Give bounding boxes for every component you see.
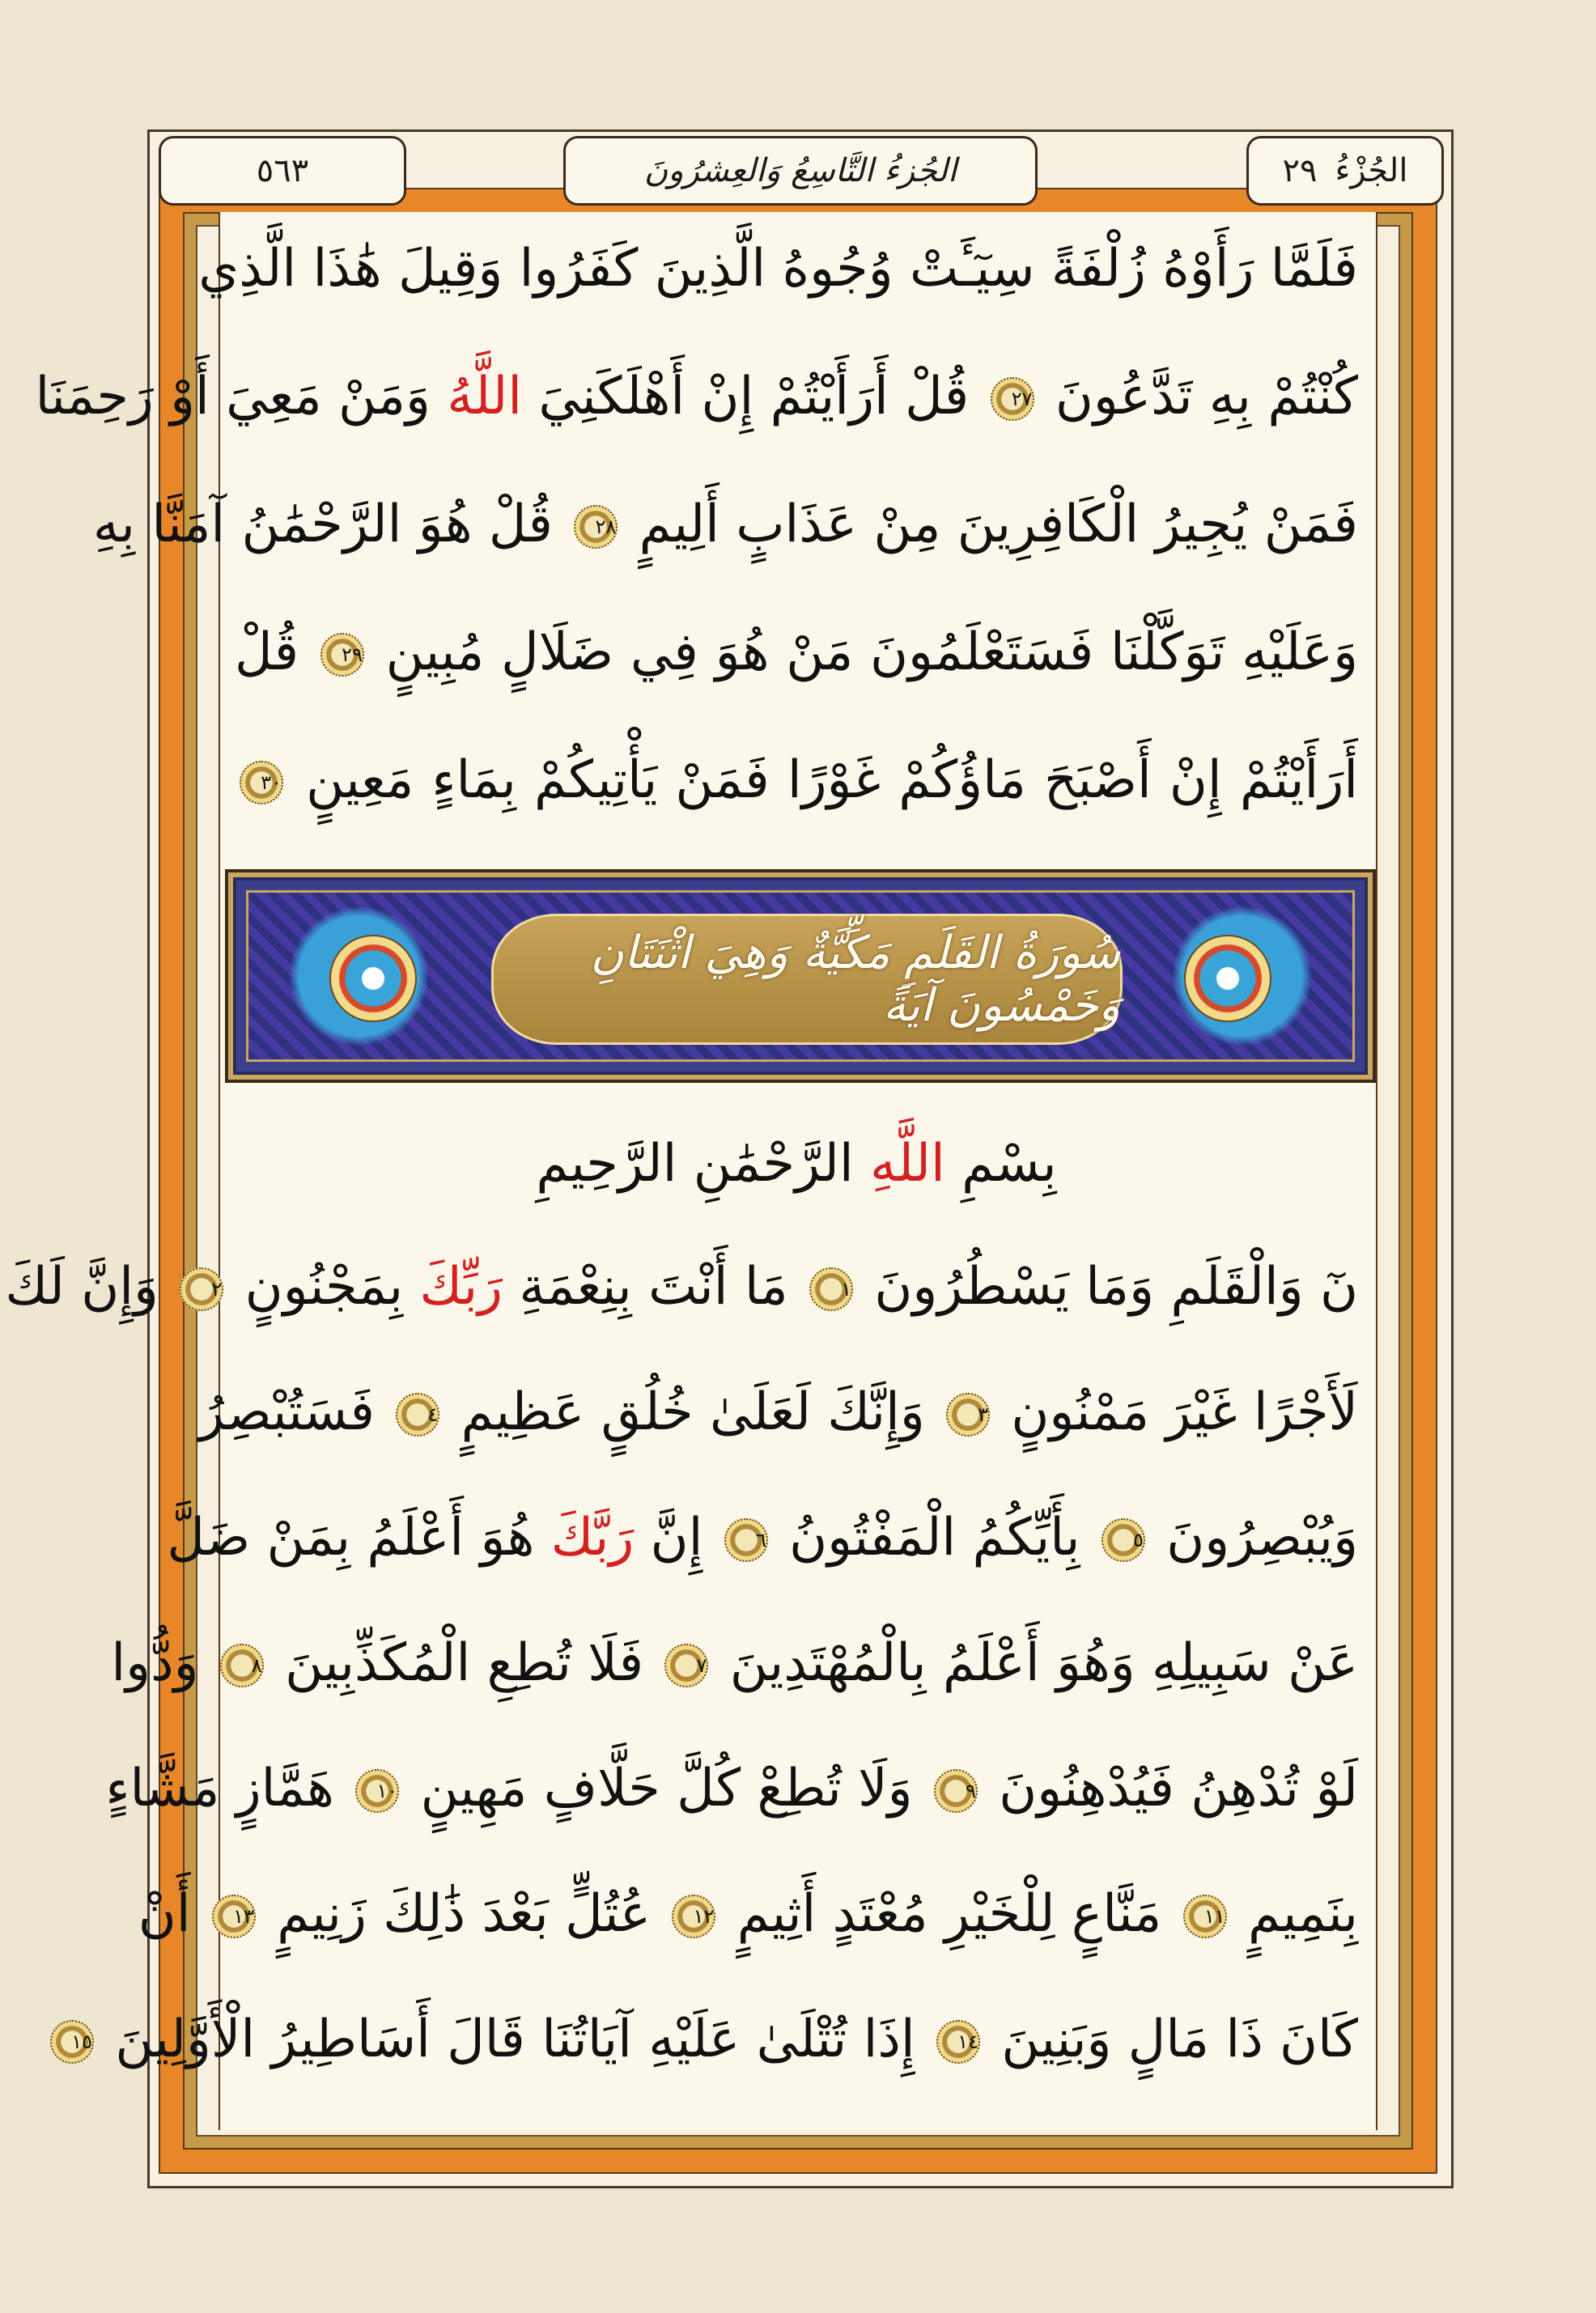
ayah-marker: ٦ xyxy=(724,1518,768,1562)
verse-text: إِذَا تُتْلَىٰ عَلَيْهِ آيَاتُنَا قَالَ أَسَاطِيرُ الْأَوَّلِينَ xyxy=(99,2010,932,2069)
verse-text: بِمَجْنُونٍ xyxy=(228,1257,404,1317)
juz-label: الجُزْءُ xyxy=(1335,152,1408,189)
ayah-marker: ١١ xyxy=(1183,1895,1227,1938)
ayah-marker: ١٠ xyxy=(355,1769,399,1813)
verse-text: قُلْ هُوَ الرَّحْمَٰنُ آمَنَّا بِهِ xyxy=(92,494,570,554)
verse-text: فَلَمَّا رَأَوْهُ زُلْفَةً سِيٓـَٔتْ وُجُوهُ الَّذِينَ كَفَرُوا وَقِيلَ هَٰذَا الَّذِي xyxy=(198,239,1358,299)
verse-line xyxy=(235,724,1358,837)
verse-text: مَنَّاعٍ لِلْخَيْرِ مُعْتَدٍ أَثِيمٍ xyxy=(720,1884,1178,1944)
verse-text: بِأَيِّكُمُ الْمَفْتُونُ xyxy=(772,1508,1097,1568)
verse-text: عَنْ سَبِيلِهِ وَهُوَ أَعْلَمُ بِالْمُهْتَدِينَ xyxy=(713,1633,1358,1693)
verse-text: لَوْ تُدْهِنُ فَيُدْهِنُونَ xyxy=(982,1759,1358,1819)
verse-text: كَانَ ذَا مَالٍ وَبَنِينَ xyxy=(985,2010,1358,2069)
verse-line xyxy=(198,212,1358,325)
verse-text: أَنْ xyxy=(138,1884,207,1944)
verse-line xyxy=(167,1481,1358,1594)
verse-text: وَدُّوا xyxy=(111,1633,215,1693)
verse-text: عُتُلٍّ بَعْدَ ذَٰلِكَ زَنِيمٍ xyxy=(260,1884,668,1944)
verse-text: نٓ وَالْقَلَمِ وَمَا يَسْطُرُونَ xyxy=(857,1257,1358,1317)
ayah-marker: ٧ xyxy=(664,1644,708,1687)
divine-name: اللَّهُ xyxy=(430,367,523,427)
surah-title xyxy=(491,914,1123,1045)
left-medallion-icon xyxy=(329,935,417,1022)
ayah-marker: ٢ xyxy=(180,1267,223,1311)
juz-number: ٢٩ xyxy=(1282,152,1318,189)
verse-line xyxy=(198,1356,1358,1469)
ayah-marker: ٢٩ xyxy=(320,633,364,677)
surah-title-text: سُورَةُ القَلَمِ مَكِّيَّةٌ وَهِيَ اثْنَتَانِ وَخَمْسُونَ آيَةً xyxy=(590,927,1120,1032)
verse-text: قُلْ xyxy=(235,622,316,682)
ayah-marker: ١٣ xyxy=(212,1895,256,1938)
page-number xyxy=(159,136,406,206)
juz-title-text: الجُزءُ التَّاسِعُ وَالعِشرُونَ xyxy=(643,152,957,189)
page-number-value: ٥٦٣ xyxy=(256,152,309,189)
ayah-marker: ٤ xyxy=(396,1393,439,1437)
ayah-marker: ٢٨ xyxy=(574,505,618,549)
verse-text: قُلْ أَرَأَيْتُمْ إِنْ أَهْلَكَنِيَ xyxy=(522,367,986,427)
ayah-marker: ١٥ xyxy=(50,2020,94,2064)
verse-text: فَمَنْ يُجِيرُ الْكَافِرِينَ مِنْ عَذَابٍ أَلِيمٍ xyxy=(622,494,1358,554)
divine-name: اللَّهِ xyxy=(853,1134,945,1194)
verse-text: إِنَّ xyxy=(634,1508,719,1568)
ayah-marker: ٩ xyxy=(934,1769,978,1813)
ayah-marker: ٢٧ xyxy=(991,377,1034,421)
ayah-marker: ١٢ xyxy=(672,1895,715,1938)
basmala xyxy=(235,1107,1358,1220)
verse-line xyxy=(5,1230,1358,1343)
verse-text: وَإِنَّكَ لَعَلَىٰ خُلُقٍ عَظِيمٍ xyxy=(444,1382,942,1442)
verse-text: بِنَمِيمٍ xyxy=(1231,1884,1358,1944)
divine-name: رَبِّكَ xyxy=(403,1257,503,1317)
verse-line xyxy=(111,1606,1358,1720)
verse-text: بِسْمِ xyxy=(944,1134,1057,1194)
verse-line xyxy=(138,1857,1358,1971)
ayah-marker: ٣٠ xyxy=(240,761,283,804)
surah-banner xyxy=(225,869,1376,1083)
divine-name: رَبَّكَ xyxy=(534,1508,635,1568)
right-medallion-icon xyxy=(1184,935,1271,1022)
verse-line xyxy=(92,468,1358,581)
ayah-marker: ٨ xyxy=(220,1644,264,1687)
verse-text: كُنْتُمْ بِهِ تَدَّعُونَ xyxy=(1038,367,1358,427)
verse-text: الرَّحْمَٰنِ الرَّحِيمِ xyxy=(536,1134,854,1194)
verse-line xyxy=(35,340,1358,453)
verse-text: وَعَلَيْهِ تَوَكَّلْنَا فَسَتَعْلَمُونَ مَنْ هُوَ فِي ضَلَالٍ مُبِينٍ xyxy=(368,622,1359,682)
verse-text: لَأَجْرًا غَيْرَ مَمْنُونٍ xyxy=(995,1382,1358,1442)
verse-text: وَإِنَّ لَكَ xyxy=(5,1257,176,1317)
verse-text: فَلَا تُطِعِ الْمُكَذِّبِينَ xyxy=(268,1633,660,1693)
ayah-marker: ٥ xyxy=(1101,1518,1145,1562)
verse-text: وَمَنْ مَعِيَ أَوْ رَحِمَنَا xyxy=(35,367,431,427)
banner-ornament xyxy=(246,890,1355,1062)
verse-line xyxy=(235,596,1358,709)
verse-text: هَمَّازٍ مَشَّاءٍ xyxy=(105,1759,351,1819)
ayah-marker: ٣ xyxy=(946,1393,990,1437)
verse-text: وَلَا تُطِعْ كُلَّ حَلَّافٍ مَهِينٍ xyxy=(404,1759,929,1819)
verse-text: وَيُبْصِرُونَ xyxy=(1149,1508,1358,1568)
ayah-marker: ١٤ xyxy=(936,2020,980,2064)
verse-text: فَسَتُبْصِرُ xyxy=(198,1382,392,1442)
verse-line xyxy=(71,1983,1358,2096)
ayah-marker: ١ xyxy=(809,1267,853,1311)
juz-indicator xyxy=(1246,136,1444,206)
verse-text: هُوَ أَعْلَمُ بِمَنْ ضَلَّ xyxy=(167,1508,535,1568)
juz-title xyxy=(563,136,1038,206)
verse-text: أَرَأَيْتُمْ إِنْ أَصْبَحَ مَاؤُكُمْ غَوْرًا فَمَنْ يَأْتِيكُمْ بِمَاءٍ مَعِينٍ xyxy=(288,750,1358,810)
verse-line xyxy=(105,1732,1358,1845)
verse-text: مَا أَنْتَ بِنِعْمَةِ xyxy=(503,1257,804,1317)
